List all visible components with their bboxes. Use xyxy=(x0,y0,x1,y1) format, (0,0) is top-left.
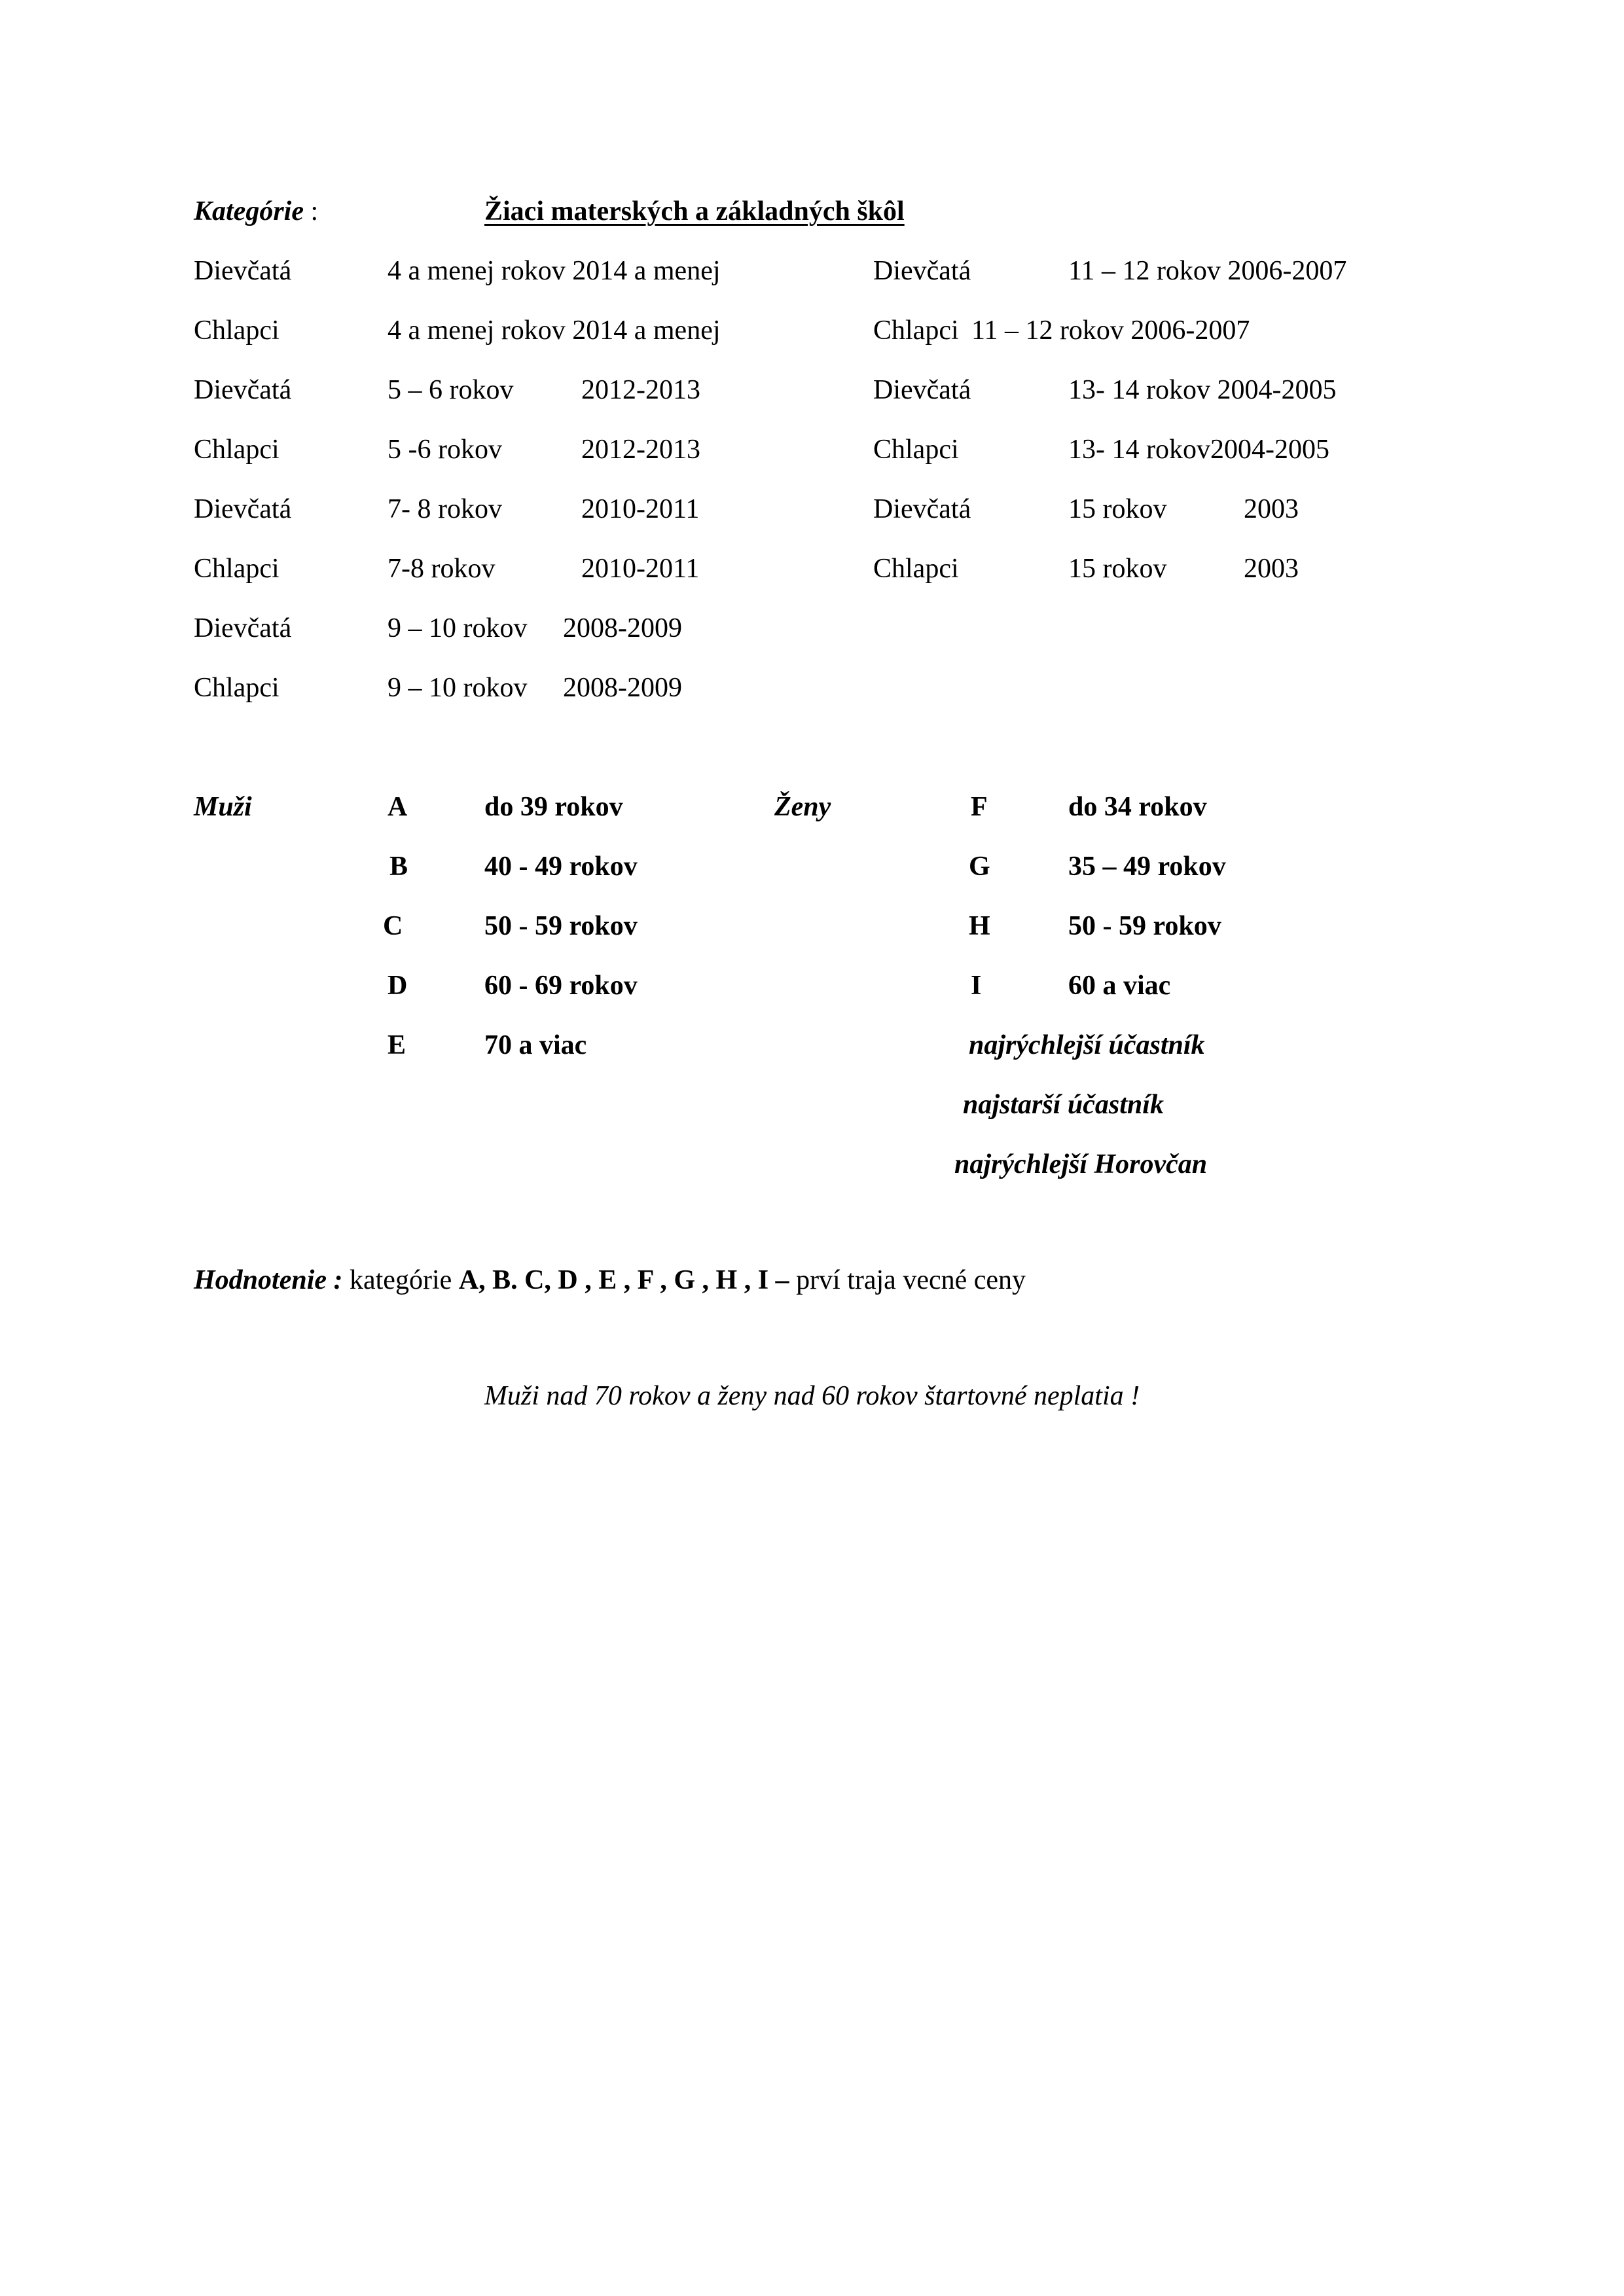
kids-right-age: 11 – 12 rokov 2006-2007 xyxy=(1068,256,1347,286)
women-category-range: 50 - 59 rokov xyxy=(1068,911,1221,941)
kids-right-years: 2003 xyxy=(1244,494,1299,524)
men-category-range: do 39 rokov xyxy=(484,792,623,822)
men-category-range: 60 - 69 rokov xyxy=(484,971,638,1001)
kids-right-age: 13- 14 rokov 2004-2005 xyxy=(1068,375,1337,405)
evaluation-categories: A, B. C, D , E , F , G , H , I – xyxy=(458,1265,789,1295)
kids-left-years: 2010-2011 xyxy=(581,494,700,524)
kids-left-gender: Chlapci xyxy=(194,315,280,346)
women-category-letter: H xyxy=(969,911,990,941)
kids-left-gender: Chlapci xyxy=(194,435,280,465)
men-category-letter: C xyxy=(383,911,403,941)
men-category-letter: E xyxy=(388,1030,406,1060)
kids-right-age: 11 – 12 rokov 2006-2007 xyxy=(971,315,1250,346)
women-category-range: do 34 rokov xyxy=(1068,792,1207,822)
kids-left-gender: Dievčatá xyxy=(194,613,292,643)
kids-left-gender: Dievčatá xyxy=(194,256,292,286)
men-category-letter: A xyxy=(388,792,408,822)
evaluation-label: Hodnotenie : xyxy=(194,1265,343,1295)
kids-section-title: Žiaci materských a základných škôl xyxy=(484,196,905,226)
kids-left-age: 5 -6 rokov xyxy=(388,435,502,465)
special-award: najrýchlejší účastník xyxy=(969,1030,1205,1060)
kids-left-years: 2012-2013 xyxy=(581,435,700,465)
kids-right-gender: Dievčatá xyxy=(873,494,971,524)
kids-left-gender: Dievčatá xyxy=(194,375,292,405)
kids-right-age: 13- 14 rokov2004-2005 xyxy=(1068,435,1329,465)
men-category-range: 50 - 59 rokov xyxy=(484,911,638,941)
kids-left-age: 9 – 10 rokov xyxy=(388,673,528,703)
kids-left-years: 2012-2013 xyxy=(581,375,700,405)
women-category-letter: G xyxy=(969,852,990,882)
kids-right-age: 15 rokov xyxy=(1068,494,1167,524)
kids-left-years: 2008-2009 xyxy=(563,613,682,643)
women-category-letter: I xyxy=(971,971,982,1001)
kids-left-gender: Dievčatá xyxy=(194,494,292,524)
evaluation-post: prví traja vecné ceny xyxy=(789,1265,1026,1295)
category-label: Kategórie : xyxy=(194,196,319,226)
kids-right-gender: Chlapci xyxy=(873,554,959,584)
kids-left-age: 5 – 6 rokov xyxy=(388,375,514,405)
free-entry-note: Muži nad 70 rokov a ženy nad 60 rokov štartovné neplatia ! xyxy=(484,1381,1140,1411)
kids-left-age: 7-8 rokov xyxy=(388,554,496,584)
women-category-range: 35 – 49 rokov xyxy=(1068,852,1226,882)
evaluation-pre: kategórie xyxy=(342,1265,459,1295)
special-award: najrýchlejší Horovčan xyxy=(954,1149,1208,1179)
women-category-letter: F xyxy=(971,792,988,822)
kids-left-years: 2010-2011 xyxy=(581,554,700,584)
kids-left-age: 4 a menej rokov 2014 a menej xyxy=(388,256,721,286)
kids-left-gender: Chlapci xyxy=(194,673,280,703)
kids-left-years: 2008-2009 xyxy=(563,673,682,703)
kids-left-age: 9 – 10 rokov xyxy=(388,613,528,643)
men-category-range: 70 a viac xyxy=(484,1030,587,1060)
men-category-range: 40 - 49 rokov xyxy=(484,852,638,882)
women-label: Ženy xyxy=(774,792,831,822)
kids-right-gender: Dievčatá xyxy=(873,375,971,405)
men-label: Muži xyxy=(194,792,252,822)
evaluation-line xyxy=(194,1266,1026,1294)
women-category-range: 60 a viac xyxy=(1068,971,1171,1001)
special-award: najstarší účastník xyxy=(963,1090,1164,1120)
men-category-letter: D xyxy=(388,971,408,1001)
kids-right-age: 15 rokov xyxy=(1068,554,1167,584)
kids-right-gender: Chlapci xyxy=(873,435,959,465)
men-category-letter: B xyxy=(389,852,408,882)
kids-right-years: 2003 xyxy=(1244,554,1299,584)
kids-right-gender: Dievčatá xyxy=(873,256,971,286)
kids-left-age: 7- 8 rokov xyxy=(388,494,502,524)
kids-right-gender: Chlapci xyxy=(873,315,959,346)
kids-left-gender: Chlapci xyxy=(194,554,280,584)
kids-left-age: 4 a menej rokov 2014 a menej xyxy=(388,315,721,346)
